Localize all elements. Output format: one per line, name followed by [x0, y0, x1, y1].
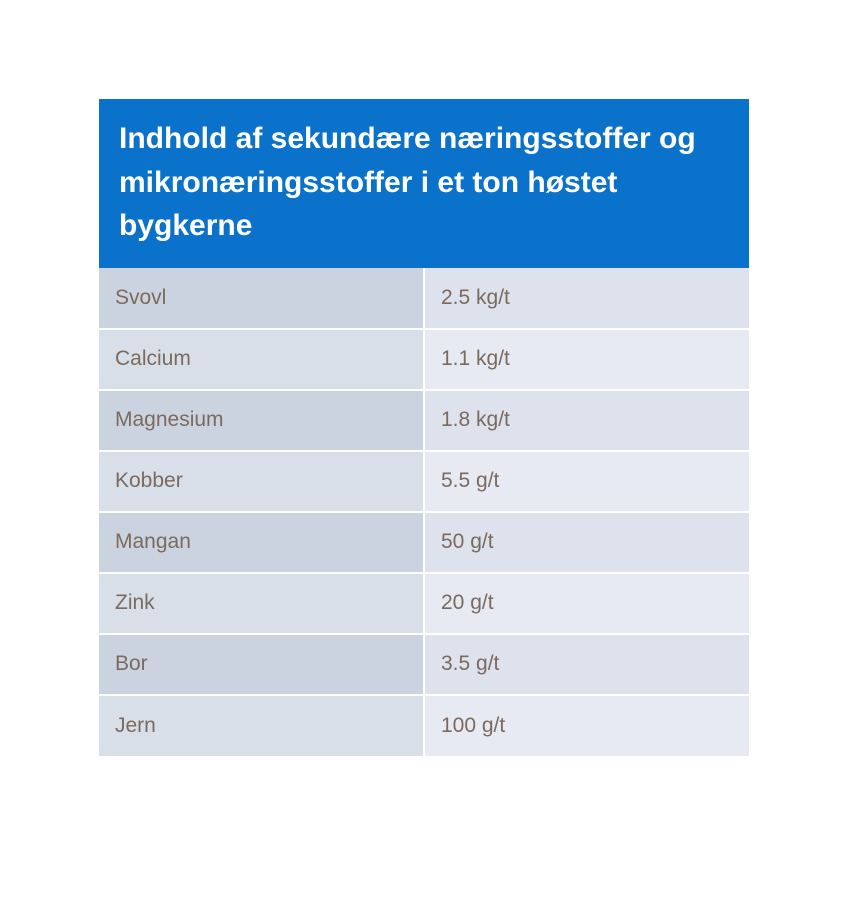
- nutrient-name: Bor: [99, 634, 424, 695]
- table-row: [99, 451, 749, 512]
- table-body: [99, 268, 749, 756]
- nutrient-name: Magnesium: [99, 390, 424, 451]
- nutrient-value: 2.5 kg/t: [424, 268, 749, 329]
- table-title: Indhold af sekundære næringsstoffer og mikronæringsstoffer i et ton høstet bygkerne: [99, 99, 749, 268]
- nutrient-value: 3.5 g/t: [424, 634, 749, 695]
- nutrient-value: 20 g/t: [424, 573, 749, 634]
- table-row: [99, 634, 749, 695]
- nutrient-value: 5.5 g/t: [424, 451, 749, 512]
- table-row: [99, 573, 749, 634]
- table-row: [99, 695, 749, 756]
- nutrient-value: 1.1 kg/t: [424, 329, 749, 390]
- nutrient-value: 50 g/t: [424, 512, 749, 573]
- table-row: [99, 390, 749, 451]
- table-row: [99, 268, 749, 329]
- nutrient-name: Jern: [99, 695, 424, 756]
- nutrient-content-table: [99, 99, 749, 756]
- nutrient-value: 100 g/t: [424, 695, 749, 756]
- nutrient-value: 1.8 kg/t: [424, 390, 749, 451]
- nutrient-name: Calcium: [99, 329, 424, 390]
- table-row: [99, 329, 749, 390]
- nutrient-name: Kobber: [99, 451, 424, 512]
- nutrient-name: Mangan: [99, 512, 424, 573]
- table-row: [99, 512, 749, 573]
- nutrient-table-container: [99, 99, 749, 756]
- nutrient-name: Svovl: [99, 268, 424, 329]
- nutrient-name: Zink: [99, 573, 424, 634]
